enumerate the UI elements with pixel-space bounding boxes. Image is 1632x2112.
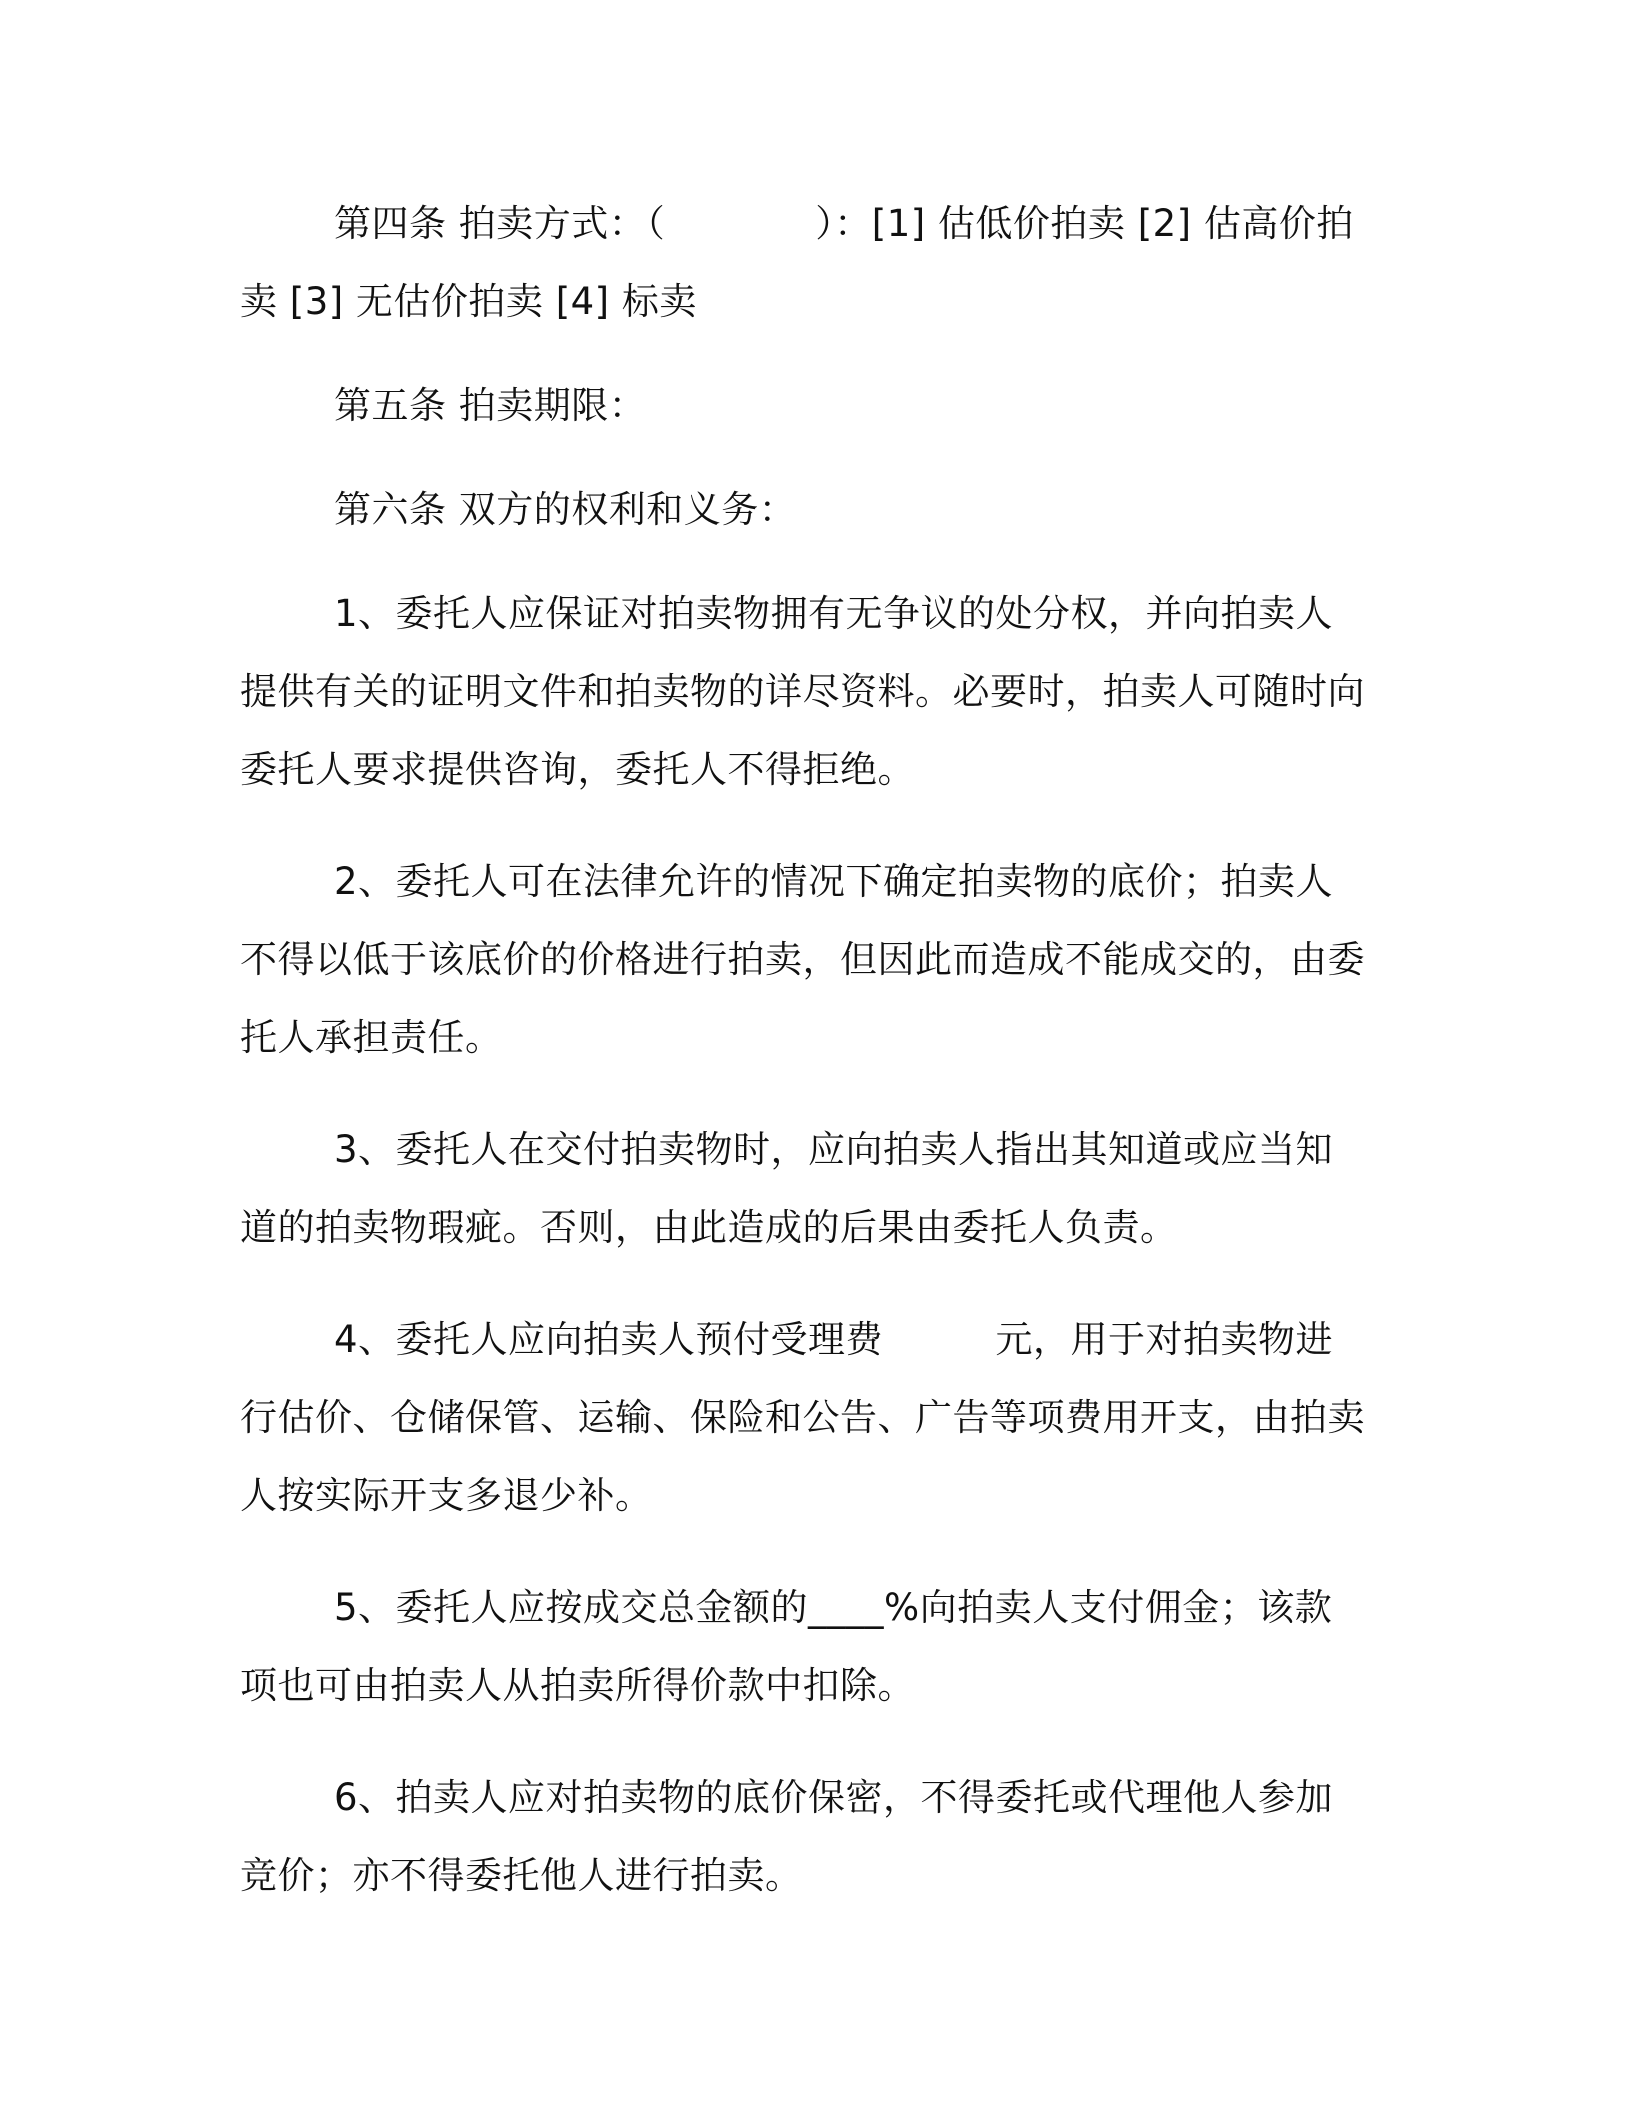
clause-item-2: 2、委托人可在法律允许的情况下确定拍卖物的底价；拍卖人不得以低于该底价的价格进行拍卖，但因此而造成不能成交的，由委托人承担责任。 <box>240 860 1365 1059</box>
clause-article-4: 第四条 拍卖方式：（ ）：[1] 估低价拍卖 [2] 估高价拍卖 [3] 无估价拍卖 [4] 标卖 <box>240 202 1354 323</box>
clause-item-5: 5、委托人应按成交总金额的____%向拍卖人支付佣金；该款项也可由拍卖人从拍卖所得价款中扣除。 <box>240 1586 1333 1707</box>
clause-article-5: 第五条 拍卖期限： <box>334 384 647 427</box>
clause-item-3: 3、委托人在交付拍卖物时，应向拍卖人指出其知道或应当知道的拍卖物瑕疵。否则，由此造成的后果由委托人负责。 <box>240 1128 1334 1249</box>
clause-item-6: 6、拍卖人应对拍卖物的底价保密，不得委托或代理他人参加竞价；亦不得委托他人进行拍卖。 <box>240 1776 1334 1897</box>
document-body <box>240 185 1368 1949</box>
clause-item-4: 4、委托人应向拍卖人预付受理费 元，用于对拍卖物进行估价、仓储保管、运输、保险和公告、广告等项费用开支，由拍卖人按实际开支多退少补。 <box>240 1318 1365 1517</box>
clause-article-6: 第六条 双方的权利和义务： <box>334 488 797 531</box>
clause-item-1: 1、委托人应保证对拍卖物拥有无争议的处分权，并向拍卖人提供有关的证明文件和拍卖物的详尽资料。必要时，拍卖人可随时向委托人要求提供咨询，委托人不得拒绝。 <box>240 592 1365 791</box>
